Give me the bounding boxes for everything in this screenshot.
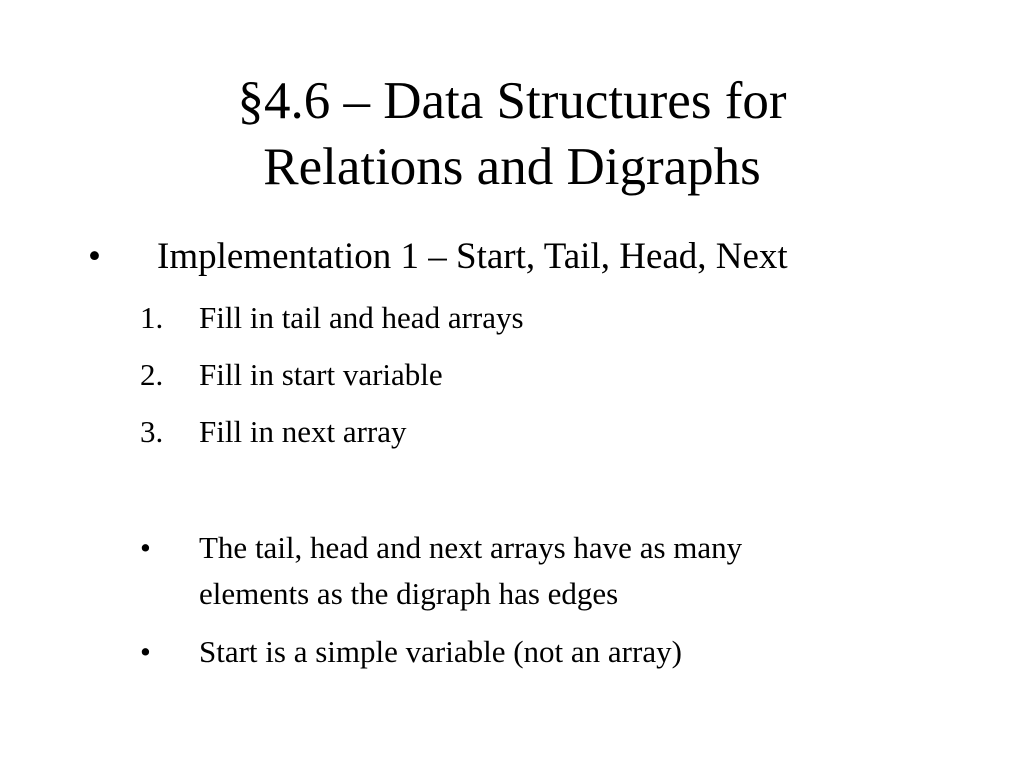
note-bullet-2: [140, 629, 920, 675]
step-number: 1.: [140, 300, 164, 335]
slide-title-line-2: Relations and Digraphs: [263, 138, 761, 196]
bullet-marker: •: [88, 236, 101, 277]
slide-title-line-1: §4.6 – Data Structures for: [237, 72, 787, 130]
step-text: Fill in tail and head arrays: [199, 300, 524, 335]
step-number: 3.: [140, 414, 164, 449]
note-text-line-1: Start is a simple variable (not an array): [199, 634, 682, 669]
main-bullet-text: Implementation 1 – Start, Tail, Head, Next: [157, 236, 788, 277]
step-text: Fill in start variable: [199, 357, 443, 392]
note-bullet-1: [140, 525, 920, 617]
step-number: 2.: [140, 357, 164, 392]
step-text: Fill in next array: [199, 414, 407, 449]
note-text: [199, 525, 920, 617]
slide-title: [0, 68, 1024, 200]
note-text-line-1: The tail, head and next arrays have as many: [199, 530, 743, 565]
note-text-line-2: elements as the digraph has edges: [199, 576, 619, 611]
bullet-marker: •: [140, 530, 151, 565]
bullet-marker: •: [140, 634, 151, 669]
note-text: [199, 629, 920, 675]
